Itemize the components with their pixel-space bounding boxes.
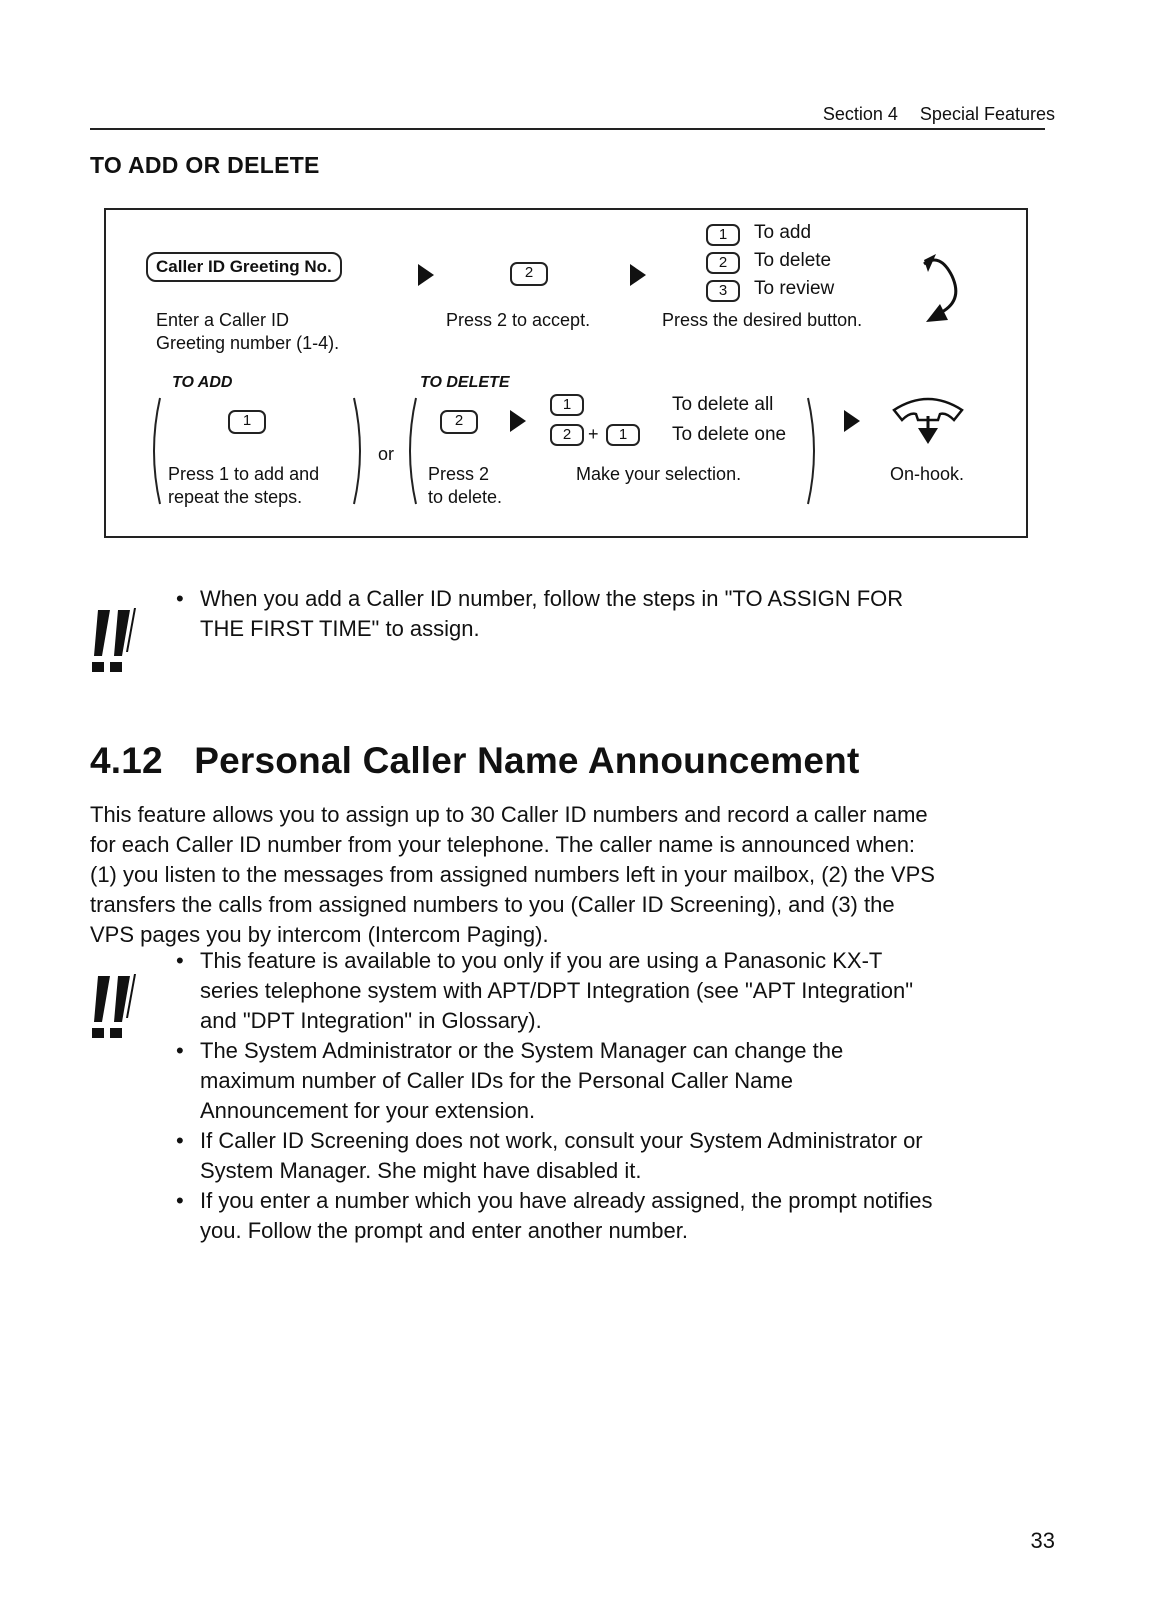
arrow-icon <box>418 264 434 286</box>
key-2: 2 <box>510 262 548 286</box>
intro-line: VPS pages you by intercom (Intercom Paging). <box>90 922 549 947</box>
selection-caption: Make your selection. <box>576 464 742 484</box>
note-line: System Manager. She might have disabled it. <box>200 1158 642 1183</box>
right-paren <box>806 396 822 506</box>
note-line: you. Follow the prompt and enter another number. <box>200 1218 688 1243</box>
note-bullet: • If Caller ID Screening does not work, consult your System Administrator or System Manager. She might have disabled it. <box>200 1126 1040 1186</box>
note-bullet: • The System Administrator or the System Manager can change the maximum number of Caller IDs for the Personal Caller Name Announcement for your extension. <box>200 1036 1040 1126</box>
intro-line: for each Caller ID number from your telephone. The caller name is announced when: <box>90 832 916 857</box>
left-paren <box>146 396 162 506</box>
note-line: This feature is available to you only if you are using a Panasonic KX-T <box>200 948 883 973</box>
intro-line: This feature allows you to assign up to 30 Caller ID numbers and record a caller name <box>90 802 928 827</box>
subheading: TO ADD OR DELETE <box>90 152 320 178</box>
key-2: 2 <box>550 424 584 446</box>
arrow-icon <box>630 264 646 286</box>
note-line: Announcement for your extension. <box>200 1098 536 1123</box>
right-paren <box>352 396 368 506</box>
to-delete-caption-2: to delete. <box>428 487 503 507</box>
intro-line: (1) you listen to the messages from assigned numbers left in your mailbox, (2) the VPS <box>90 862 935 887</box>
caller-id-greeting-button: Caller ID Greeting No. <box>146 252 342 282</box>
note-line: If Caller ID Screening does not work, consult your System Administrator or <box>200 1128 923 1153</box>
section-title: 4.12 Personal Caller Name Announcement <box>90 740 860 781</box>
note-line: series telephone system with APT/DPT Integration (see "APT Integration" <box>200 978 914 1003</box>
to-delete-label: TO DELETE <box>420 374 510 391</box>
intro-line: transfers the calls from assigned numbers to you (Caller ID Screening), and (3) the <box>90 892 895 917</box>
step2-caption: Press 2 to accept. <box>446 310 591 330</box>
note-bullet: • When you add a Caller ID number, follow the steps in "TO ASSIGN FOR THE FIRST TIME" to assign. <box>200 584 1030 644</box>
to-add-label: TO ADD <box>172 374 233 391</box>
arrow-icon <box>844 410 860 432</box>
option-label: To add <box>754 222 812 243</box>
to-add-caption: Press 1 to add and <box>168 464 320 484</box>
note-line: and "DPT Integration" in Glossary). <box>200 1008 542 1033</box>
step1-caption-2: Greeting number (1-4). <box>156 333 340 353</box>
note-bullet: • This feature is available to you only if you are using a Panasonic KX-T series telephone system with APT/DPT Integration (see "APT Integration" and "DPT Integration" in Glossary). <box>200 946 1040 1036</box>
page-header <box>823 104 1055 125</box>
return-arrow-icon <box>914 250 970 332</box>
note-line: The System Administrator or the System Manager can change the <box>200 1038 844 1063</box>
note-icon <box>88 604 142 674</box>
onhook-caption: On-hook. <box>890 464 965 484</box>
note-line: THE FIRST TIME" to assign. <box>200 616 480 641</box>
delete-all-label: To delete all <box>672 394 774 415</box>
procedure-box <box>104 208 1028 538</box>
step3-caption: Press the desired button. <box>662 310 863 330</box>
step1-caption: Enter a Caller ID <box>156 310 290 330</box>
key-1: 1 <box>606 424 640 446</box>
note-line: maximum number of Caller IDs for the Personal Caller Name <box>200 1068 793 1093</box>
key-1: 1 <box>550 394 584 416</box>
plus-sign: + <box>588 424 599 444</box>
note-bullet: • If you enter a number which you have already assigned, the prompt notifies you. Follow the prompt and enter another number. <box>200 1186 1040 1246</box>
notes-list <box>176 946 1040 1246</box>
delete-one-label: To delete one <box>672 424 787 445</box>
arrow-icon <box>510 410 526 432</box>
header-title: Special Features <box>919 104 1055 124</box>
handset-on-hook-icon <box>888 392 968 448</box>
header-section: Section 4 <box>822 104 898 124</box>
page-number: 33 <box>1030 1528 1055 1553</box>
key-2: 2 <box>440 410 478 434</box>
option-label: To review <box>754 278 835 299</box>
note-icon <box>88 970 142 1040</box>
note-line: When you add a Caller ID number, follow the steps in "TO ASSIGN FOR <box>200 586 904 611</box>
option-label: To delete <box>754 250 832 271</box>
key-1: 1 <box>228 410 266 434</box>
note-line: If you enter a number which you have already assigned, the prompt notifies <box>200 1188 933 1213</box>
key-1: 1 <box>706 224 740 246</box>
left-paren <box>402 396 418 506</box>
or-text: or <box>378 444 395 464</box>
header-rule <box>90 128 1045 130</box>
key-2: 2 <box>706 252 740 274</box>
to-delete-caption: Press 2 <box>428 464 490 484</box>
to-add-caption-2: repeat the steps. <box>168 487 303 507</box>
key-3: 3 <box>706 280 740 302</box>
intro-paragraph <box>90 800 1050 950</box>
